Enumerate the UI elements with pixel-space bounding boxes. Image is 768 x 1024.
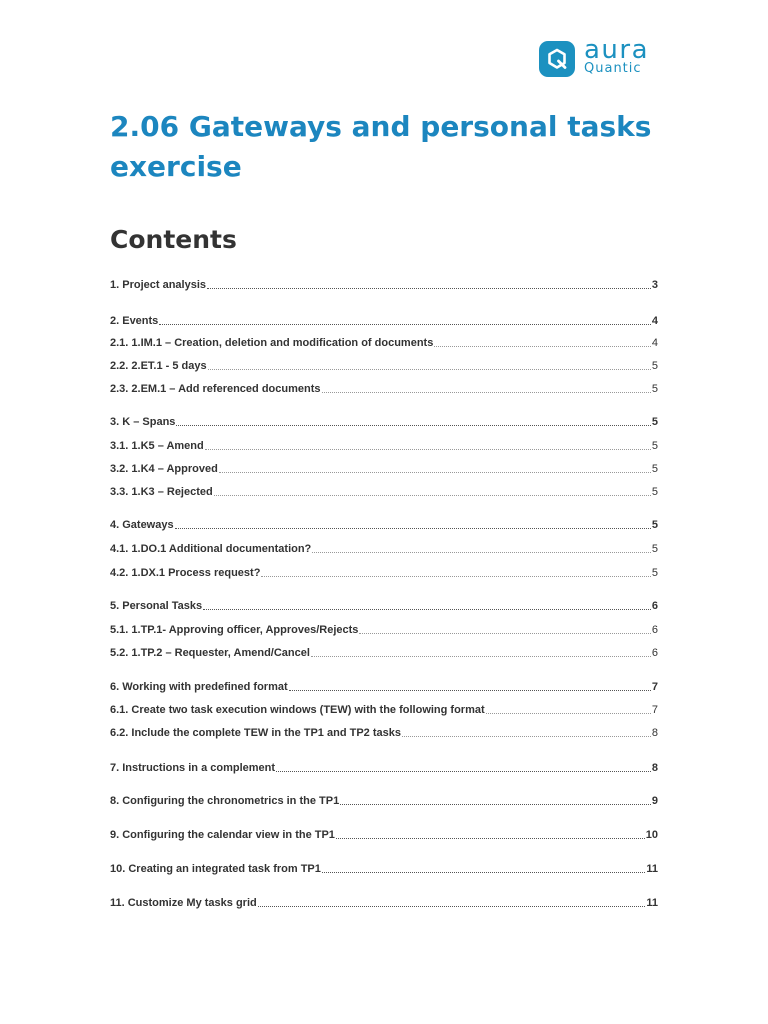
toc-entry-page: 5 [651,383,658,395]
toc-dot-leader [203,609,651,610]
toc-entry-page: 7 [651,681,658,693]
toc-entry-title: 3. K – Spans [110,416,176,428]
toc-dot-leader [336,838,645,839]
toc-entry-page: 5 [651,486,658,498]
toc-entry-page: 6 [651,624,658,636]
toc-entry-title: 6.1. Create two task execution windows (TEW) with the following format [110,704,485,716]
toc-entry[interactable] [110,460,658,476]
toc-entry[interactable] [110,564,658,580]
toc-dot-leader [289,690,651,691]
toc-dot-leader [261,576,650,577]
toc-dot-leader [311,656,651,657]
toc-entry[interactable] [110,621,658,637]
toc-dot-leader [322,872,645,873]
toc-entry[interactable] [110,357,658,373]
toc-dot-leader [359,633,650,634]
toc-entry[interactable] [110,380,658,396]
toc-entry-page: 5 [651,543,658,555]
toc-entry-title: 3.1. 1.K5 – Amend [110,440,204,452]
toc-dot-leader [214,495,651,496]
toc-entry-page: 10 [645,829,658,841]
toc-entry-title: 2.1. 1.IM.1 – Creation, deletion and modification of documents [110,337,434,349]
toc-entry-page: 6 [651,600,658,612]
toc-entry-page: 11 [646,897,658,909]
toc-entry[interactable] [110,597,658,613]
toc-dot-leader [312,552,651,553]
toc-entry-title: 11. Customize My tasks grid [110,897,257,909]
toc-dot-leader [207,288,651,289]
toc-entry-title: 2.2. 2.ET.1 - 5 days [110,360,207,372]
toc-entry-title: 1. Project analysis [110,279,206,291]
toc-entry-page: 5 [651,567,658,579]
toc-dot-leader [208,369,651,370]
toc-entry-title: 3.3. 1.K3 – Rejected [110,486,213,498]
toc-entry-page: 5 [651,416,658,428]
toc-entry-page: 5 [651,519,658,531]
toc-entry-title: 4. Gateways [110,519,174,531]
toc-entry-page: 5 [651,440,658,452]
toc-entry[interactable] [110,413,658,429]
toc-entry-title: 3.2. 1.K4 – Approved [110,463,218,475]
toc-entry-title: 9. Configuring the calendar view in the TP1 [110,829,335,841]
logo-wordmark-quantic: Quantic [584,61,642,76]
toc-entry[interactable] [110,701,658,717]
toc-entry-title: 7. Instructions in a complement [110,762,276,774]
toc-entry[interactable] [110,334,658,350]
toc-entry-title: 6. Working with predefined format [110,681,288,693]
toc-entry-title: 8. Configuring the chronometrics in the TP1 [110,795,340,807]
toc-entry-title: 4.2. 1.DX.1 Process request? [110,567,261,579]
toc-dot-leader [434,346,651,347]
toc-entry[interactable] [110,826,658,842]
toc-dot-leader [175,528,651,529]
toc-entry-title: 2.3. 2.EM.1 – Add referenced documents [110,383,321,395]
toc-entry-title: 5.2. 1.TP.2 – Requester, Amend/Cancel [110,647,310,659]
toc-entry-page: 8 [651,727,658,739]
toc-entry[interactable] [110,276,658,292]
toc-entry[interactable] [110,437,658,453]
toc-entry-title: 2. Events [110,315,159,327]
toc-dot-leader [276,771,651,772]
logo-q-icon [539,41,575,77]
toc-entry[interactable] [110,312,658,328]
aura-quantic-logo [539,35,650,77]
logo-wordmark-aura: aura [584,35,650,65]
toc-entry[interactable] [110,483,658,499]
toc-dot-leader [340,804,651,805]
toc-entry[interactable] [110,860,658,876]
toc-entry-page: 3 [651,279,658,291]
toc-entry[interactable] [110,894,658,910]
toc-dot-leader [402,736,651,737]
toc-dot-leader [176,425,650,426]
document-title: 2.06 Gateways and personal tasks exercise [110,110,652,183]
toc-entry-title: 6.2. Include the complete TEW in the TP1 and TP2 tasks [110,727,401,739]
toc-dot-leader [258,906,646,907]
toc-entry-page: 4 [651,315,658,327]
toc-entry[interactable] [110,678,658,694]
toc-entry[interactable] [110,644,658,660]
toc-entry[interactable] [110,540,658,556]
toc-entry-page: 4 [651,337,658,349]
toc-entry-page: 9 [651,795,658,807]
toc-dot-leader [205,449,651,450]
toc-entry[interactable] [110,759,658,775]
toc-entry-title: 5.1. 1.TP.1- Approving officer, Approves/Rejects [110,624,359,636]
toc-dot-leader [159,324,651,325]
toc-entry[interactable] [110,724,658,740]
toc-entry-title: 5. Personal Tasks [110,600,203,612]
toc-entry-page: 5 [651,463,658,475]
toc-entry-title: 10. Creating an integrated task from TP1 [110,863,321,875]
toc-entry-page: 8 [651,762,658,774]
toc-dot-leader [486,713,651,714]
toc-dot-leader [322,392,651,393]
toc-entry[interactable] [110,792,658,808]
toc-entry-page: 6 [651,647,658,659]
toc-entry-page: 5 [651,360,658,372]
toc-entry-page: 7 [651,704,658,716]
contents-heading: Contents [110,225,237,254]
toc-entry[interactable] [110,516,658,532]
toc-entry-title: 4.1. 1.DO.1 Additional documentation? [110,543,312,555]
toc-entry-page: 11 [646,863,658,875]
toc-dot-leader [219,472,651,473]
